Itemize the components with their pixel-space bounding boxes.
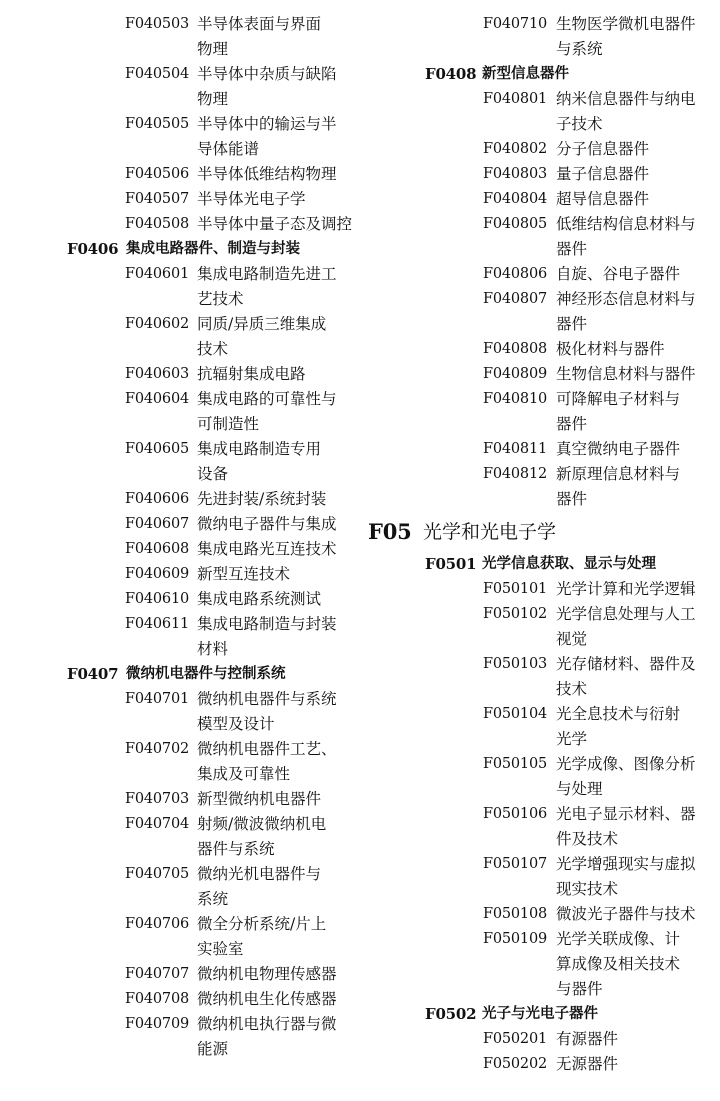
discipline-name-line: 光学成像、图像分析 bbox=[556, 755, 696, 773]
discipline-name bbox=[197, 387, 337, 437]
discipline-name bbox=[556, 162, 649, 187]
discipline-name-line: 光子与光电子器件 bbox=[482, 1006, 598, 1022]
discipline-name-line: 低维结构信息材料与 bbox=[556, 215, 696, 233]
discipline-name bbox=[556, 1027, 618, 1052]
discipline-name-line: 件及技术 bbox=[556, 830, 619, 848]
discipline-name bbox=[197, 687, 337, 737]
discipline-name bbox=[556, 387, 680, 437]
discipline-name-line: 自旋、谷电子器件 bbox=[556, 265, 681, 283]
discipline-name-line: 器件 bbox=[556, 240, 588, 258]
discipline-name-line: 集成及可靠性 bbox=[197, 765, 291, 783]
discipline-code: F040805 bbox=[483, 216, 548, 232]
discipline-code: F040812 bbox=[483, 466, 548, 482]
discipline-name bbox=[556, 462, 680, 512]
discipline-code: F040609 bbox=[125, 566, 190, 582]
discipline-name-line: 极化材料与器件 bbox=[556, 340, 665, 358]
discipline-name-line: 光电子显示材料、器 bbox=[556, 805, 696, 823]
discipline-code: F040604 bbox=[125, 391, 190, 407]
discipline-name-line: 现实技术 bbox=[556, 880, 619, 898]
discipline-name-line: 可制造性 bbox=[197, 415, 260, 433]
discipline-code: F040601 bbox=[125, 266, 190, 282]
discipline-code: F0408 bbox=[425, 65, 477, 83]
discipline-name bbox=[197, 262, 337, 312]
discipline-name-line: 微纳机电物理传感器 bbox=[197, 965, 337, 983]
discipline-name-line: 微纳机电器件与系统 bbox=[197, 690, 337, 708]
discipline-code: F040506 bbox=[125, 166, 190, 182]
discipline-code: F040710 bbox=[483, 16, 548, 32]
discipline-code: F0501 bbox=[425, 555, 477, 573]
discipline-name-line: 器件 bbox=[556, 490, 588, 508]
discipline-name-line: 器件与系统 bbox=[197, 840, 275, 858]
discipline-name-line: 集成电路光互连技术 bbox=[197, 540, 337, 558]
discipline-name bbox=[556, 902, 696, 927]
discipline-code: F050108 bbox=[483, 906, 548, 922]
discipline-name-line: 新型微纳机电器件 bbox=[197, 790, 322, 808]
discipline-name-line: 光学信息处理与人工 bbox=[556, 605, 696, 623]
discipline-code: F040810 bbox=[483, 391, 548, 407]
discipline-name bbox=[197, 212, 352, 237]
discipline-code: F040809 bbox=[483, 366, 548, 382]
discipline-name bbox=[556, 87, 696, 137]
discipline-name bbox=[556, 337, 665, 362]
discipline-code: F040603 bbox=[125, 366, 190, 382]
discipline-code: F050101 bbox=[483, 581, 548, 597]
discipline-name-line: 微纳机电生化传感器 bbox=[197, 990, 337, 1008]
discipline-name-line: 集成电路制造与封装 bbox=[197, 615, 337, 633]
discipline-code: F040811 bbox=[483, 441, 548, 457]
discipline-name-line: 物理 bbox=[197, 90, 229, 108]
discipline-name-line: 量子信息器件 bbox=[556, 165, 650, 183]
discipline-name-line: 集成电路制造先进工 bbox=[197, 265, 337, 283]
discipline-name bbox=[556, 212, 696, 262]
discipline-name bbox=[197, 187, 306, 212]
discipline-name-line: 设备 bbox=[197, 465, 229, 483]
discipline-name bbox=[197, 162, 337, 187]
discipline-name-line: 集成电路的可靠性与 bbox=[197, 390, 337, 408]
discipline-code: F050104 bbox=[483, 706, 548, 722]
discipline-name-line: 光学计算和光学逻辑 bbox=[556, 580, 696, 598]
discipline-code: F040702 bbox=[125, 741, 190, 757]
discipline-code: F040808 bbox=[483, 341, 548, 357]
discipline-name-line: 光学关联成像、计 bbox=[556, 930, 681, 948]
discipline-name bbox=[197, 312, 326, 362]
discipline-code: F040704 bbox=[125, 816, 190, 832]
discipline-code: F040703 bbox=[125, 791, 190, 807]
discipline-name bbox=[197, 12, 321, 62]
discipline-name bbox=[197, 912, 326, 962]
discipline-name-line: 微波光子器件与技术 bbox=[556, 905, 696, 923]
discipline-name-line: 分子信息器件 bbox=[556, 140, 650, 158]
discipline-name-line: 真空微纳电子器件 bbox=[556, 440, 681, 458]
discipline-name bbox=[197, 437, 321, 487]
discipline-name-line: 光学 bbox=[556, 730, 588, 748]
discipline-name-line: 光存储材料、器件及 bbox=[556, 655, 696, 673]
discipline-name bbox=[556, 577, 696, 602]
discipline-code: F050201 bbox=[483, 1031, 548, 1047]
discipline-name bbox=[556, 287, 696, 337]
discipline-name-line: 集成电路系统测试 bbox=[197, 590, 322, 608]
discipline-name-line: 器件 bbox=[556, 315, 588, 333]
discipline-code: F040503 bbox=[125, 16, 190, 32]
discipline-name bbox=[556, 652, 696, 702]
discipline-name bbox=[197, 587, 321, 612]
discipline-code: F050202 bbox=[483, 1056, 548, 1072]
discipline-name bbox=[556, 702, 680, 752]
discipline-name-line: 半导体中量子态及调控 bbox=[197, 215, 353, 233]
discipline-code: F040505 bbox=[125, 116, 190, 132]
discipline-code: F040508 bbox=[125, 216, 190, 232]
discipline-code: F040607 bbox=[125, 516, 190, 532]
discipline-code: F040804 bbox=[483, 191, 548, 207]
discipline-name-line: 算成像及相关技术 bbox=[556, 955, 681, 973]
discipline-name bbox=[197, 537, 337, 562]
discipline-name-line: 微全分析系统/片上 bbox=[197, 915, 327, 933]
discipline-name bbox=[556, 137, 649, 162]
discipline-name bbox=[197, 62, 337, 112]
discipline-name bbox=[197, 862, 321, 912]
discipline-name-line: 光学和光电子学 bbox=[423, 521, 557, 543]
discipline-name-line: 先进封装/系统封装 bbox=[197, 490, 327, 508]
discipline-name bbox=[556, 927, 680, 1002]
discipline-name-line: 半导体光电子学 bbox=[197, 190, 306, 208]
discipline-name-line: 视觉 bbox=[556, 630, 588, 648]
discipline-name bbox=[556, 262, 680, 287]
discipline-name-line: 器件 bbox=[556, 415, 588, 433]
discipline-name-line: 模型及设计 bbox=[197, 715, 275, 733]
discipline-name-line: 技术 bbox=[197, 340, 229, 358]
discipline-name bbox=[556, 437, 680, 462]
discipline-name-line: 集成电路制造专用 bbox=[197, 440, 322, 458]
discipline-name bbox=[482, 552, 656, 577]
discipline-name bbox=[197, 787, 321, 812]
discipline-code: F040606 bbox=[125, 491, 190, 507]
discipline-code: F050103 bbox=[483, 656, 548, 672]
discipline-code: F0407 bbox=[67, 665, 119, 683]
discipline-code: F040708 bbox=[125, 991, 190, 1007]
discipline-name-line: 新原理信息材料与 bbox=[556, 465, 681, 483]
discipline-name bbox=[197, 1012, 337, 1062]
discipline-name-line: 技术 bbox=[556, 680, 588, 698]
discipline-code: F040507 bbox=[125, 191, 190, 207]
discipline-name-line: 纳米信息器件与纳电 bbox=[556, 90, 696, 108]
discipline-name-line: 集成电路器件、制造与封装 bbox=[126, 241, 300, 257]
discipline-name-line: 抗辐射集成电路 bbox=[197, 365, 306, 383]
discipline-name bbox=[556, 802, 696, 852]
discipline-code: F040801 bbox=[483, 91, 548, 107]
discipline-name-line: 微纳光机电器件与 bbox=[197, 865, 322, 883]
discipline-name-line: 可降解电子材料与 bbox=[556, 390, 681, 408]
discipline-code: F0406 bbox=[67, 240, 119, 258]
discipline-name bbox=[126, 237, 300, 262]
discipline-name-line: 艺技术 bbox=[197, 290, 244, 308]
discipline-code: F040602 bbox=[125, 316, 190, 332]
discipline-code: F040707 bbox=[125, 966, 190, 982]
discipline-name bbox=[197, 612, 337, 662]
discipline-name bbox=[556, 187, 649, 212]
discipline-name bbox=[556, 12, 696, 62]
discipline-name bbox=[197, 362, 306, 387]
discipline-name bbox=[423, 518, 556, 546]
discipline-name-line: 超导信息器件 bbox=[556, 190, 650, 208]
discipline-name-line: 导体能谱 bbox=[197, 140, 260, 158]
discipline-code: F040504 bbox=[125, 66, 190, 82]
discipline-name-line: 新型互连技术 bbox=[197, 565, 291, 583]
discipline-code: F050106 bbox=[483, 806, 548, 822]
discipline-code: F0502 bbox=[425, 1005, 477, 1023]
discipline-name-line: 有源器件 bbox=[556, 1030, 619, 1048]
discipline-name-line: 半导体表面与界面 bbox=[197, 15, 322, 33]
discipline-name-line: 新型信息器件 bbox=[482, 66, 569, 82]
discipline-name bbox=[197, 562, 290, 587]
discipline-code: F040706 bbox=[125, 916, 190, 932]
discipline-name bbox=[556, 852, 696, 902]
discipline-code: F040709 bbox=[125, 1016, 190, 1032]
discipline-name-line: 微纳电子器件与集成 bbox=[197, 515, 337, 533]
discipline-name-line: 光学增强现实与虚拟 bbox=[556, 855, 696, 873]
discipline-name-line: 神经形态信息材料与 bbox=[556, 290, 696, 308]
discipline-code: F050105 bbox=[483, 756, 548, 772]
discipline-name bbox=[197, 487, 326, 512]
discipline-code: F040605 bbox=[125, 441, 190, 457]
discipline-code: F040807 bbox=[483, 291, 548, 307]
discipline-name-line: 与系统 bbox=[556, 40, 603, 58]
discipline-code: F040705 bbox=[125, 866, 190, 882]
discipline-name-line: 光学信息获取、显示与处理 bbox=[482, 556, 656, 572]
discipline-code: F050102 bbox=[483, 606, 548, 622]
discipline-name-line: 生物医学微机电器件 bbox=[556, 15, 696, 33]
discipline-name bbox=[556, 362, 696, 387]
discipline-name-line: 子技术 bbox=[556, 115, 603, 133]
discipline-code: F040806 bbox=[483, 266, 548, 282]
discipline-name-line: 材料 bbox=[197, 640, 229, 658]
discipline-name bbox=[126, 662, 286, 687]
discipline-code: F040610 bbox=[125, 591, 190, 607]
discipline-name bbox=[556, 1052, 618, 1077]
discipline-name bbox=[197, 512, 337, 537]
discipline-name-line: 微纳机电执行器与微 bbox=[197, 1015, 337, 1033]
discipline-name-line: 光全息技术与衍射 bbox=[556, 705, 681, 723]
discipline-code: F040802 bbox=[483, 141, 548, 157]
discipline-name-line: 半导体中的输运与半 bbox=[197, 115, 337, 133]
discipline-name-line: 半导体低维结构物理 bbox=[197, 165, 337, 183]
discipline-name bbox=[482, 1002, 598, 1027]
discipline-name-line: 射频/微波微纳机电 bbox=[197, 815, 327, 833]
discipline-name-line: 微纳机电器件工艺、 bbox=[197, 740, 337, 758]
discipline-code: F05 bbox=[368, 519, 412, 544]
discipline-code: F040803 bbox=[483, 166, 548, 182]
discipline-name bbox=[556, 752, 696, 802]
discipline-name-line: 与器件 bbox=[556, 980, 603, 998]
discipline-name-line: 无源器件 bbox=[556, 1055, 619, 1073]
discipline-name-line: 物理 bbox=[197, 40, 229, 58]
discipline-name bbox=[482, 62, 569, 87]
discipline-code: F040611 bbox=[125, 616, 190, 632]
discipline-name bbox=[197, 737, 337, 787]
discipline-name bbox=[197, 987, 337, 1012]
discipline-name-line: 微纳机电器件与控制系统 bbox=[126, 666, 286, 682]
discipline-name bbox=[556, 602, 696, 652]
discipline-name-line: 同质/异质三维集成 bbox=[197, 315, 327, 333]
discipline-code: F050107 bbox=[483, 856, 548, 872]
discipline-name-line: 系统 bbox=[197, 890, 229, 908]
discipline-name bbox=[197, 962, 337, 987]
discipline-name-line: 生物信息材料与器件 bbox=[556, 365, 696, 383]
discipline-name-line: 与处理 bbox=[556, 780, 603, 798]
discipline-name-line: 能源 bbox=[197, 1040, 229, 1058]
discipline-name-line: 实验室 bbox=[197, 940, 244, 958]
discipline-code: F040608 bbox=[125, 541, 190, 557]
discipline-name bbox=[197, 112, 337, 162]
discipline-code: F050109 bbox=[483, 931, 548, 947]
discipline-name bbox=[197, 812, 326, 862]
discipline-code: F040701 bbox=[125, 691, 190, 707]
discipline-name-line: 半导体中杂质与缺陷 bbox=[197, 65, 337, 83]
